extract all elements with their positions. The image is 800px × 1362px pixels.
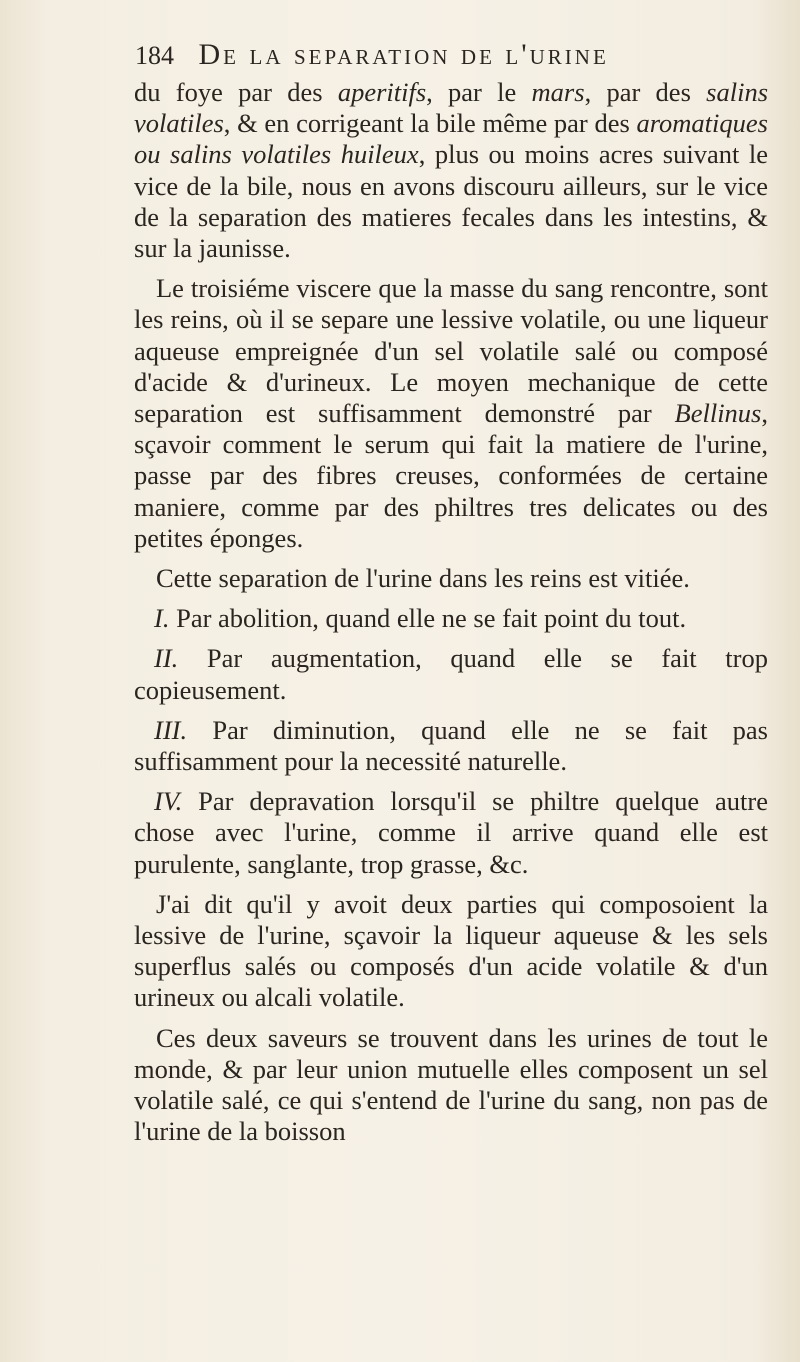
text-run: du foye par des [134,77,338,107]
running-title: De la separation de l'urine [198,38,609,71]
italic-run: mars [531,77,585,107]
italic-run: IV. [154,786,183,817]
text-run: Par diminution, quand elle ne se fait pas suffisamment pour la necessité naturelle. [134,714,768,777]
text-run: , par des [584,77,707,107]
page-number: 184 [135,41,174,70]
italic-run: II. [154,643,179,674]
text-run: Par abolition, quand elle ne se fait point du tout. [169,603,687,634]
italic-run: Bellinus [674,398,762,429]
paragraph [134,643,768,705]
text-run: Par depravation lorsqu'il se philtre quelque autre chose avec l'urine, comme il arrive quand elle est purulente, sanglante, trop grasse, &c. [134,786,768,879]
italic-run: III. [154,714,188,745]
paragraph [134,603,768,634]
text-run: J'ai dit qu'il y avoit deux parties qui composoient la lessive de l'urine, sçavoir la liqueur aqueuse & les sels superflus salés ou composés d'un acide volatile & d'un urineux ou alcali volatile. [134,888,768,1013]
paragraph [134,563,768,594]
text-run: , par le [426,77,532,107]
italic-run: salins volatiles [134,77,769,139]
text-run: Le troisiéme viscere que la masse du sang rencontre, sont les reins, où il se separe une lessive volatile, ou une liqueur aqueuse empreignée d'un sel volatile salé ou composé d'acide & d'urineux. Le moyen mechanique de cette separation est suffisamment demonstré par [134,273,768,429]
paragraph [134,786,768,880]
paragraph [134,273,768,554]
italic-run: aromatiques ou salins volatiles huileux [134,108,768,170]
paragraph [134,1023,768,1148]
paragraph [134,77,768,264]
text-run: , plus ou moins acres suivant le vice de la bile, nous en avons discouru ailleurs, sur le vice de la separation des matieres fecales dans les intestins, & sur la jaunisse. [134,139,769,264]
running-header [135,38,755,72]
text-run: Ces deux saveurs se trouvent dans les urines de tout le monde, & par leur union mutuelle elles composent un sel volatile salé, ce qui s'entend de l'urine du sang, non pas de l'urine de la boisson [134,1022,768,1147]
italic-run: I. [154,603,170,634]
italic-run: aperitifs [337,77,427,107]
paragraph [134,889,768,1014]
text-run: Par augmentation, quand elle se fait trop copieusement. [134,643,768,705]
text-run: , sçavoir comment le serum qui fait la matiere de l'urine, passe par des fibres creuses, conformées de certaine maniere, comme par des philtres tres delicates ou des petites éponges. [134,398,768,553]
text-run: Cette separation de l'urine dans les reins est vitiée. [156,563,690,594]
body-text [134,77,768,1157]
paragraph [134,715,768,777]
text-run: , & en corrigeant la bile même par des [223,108,637,139]
